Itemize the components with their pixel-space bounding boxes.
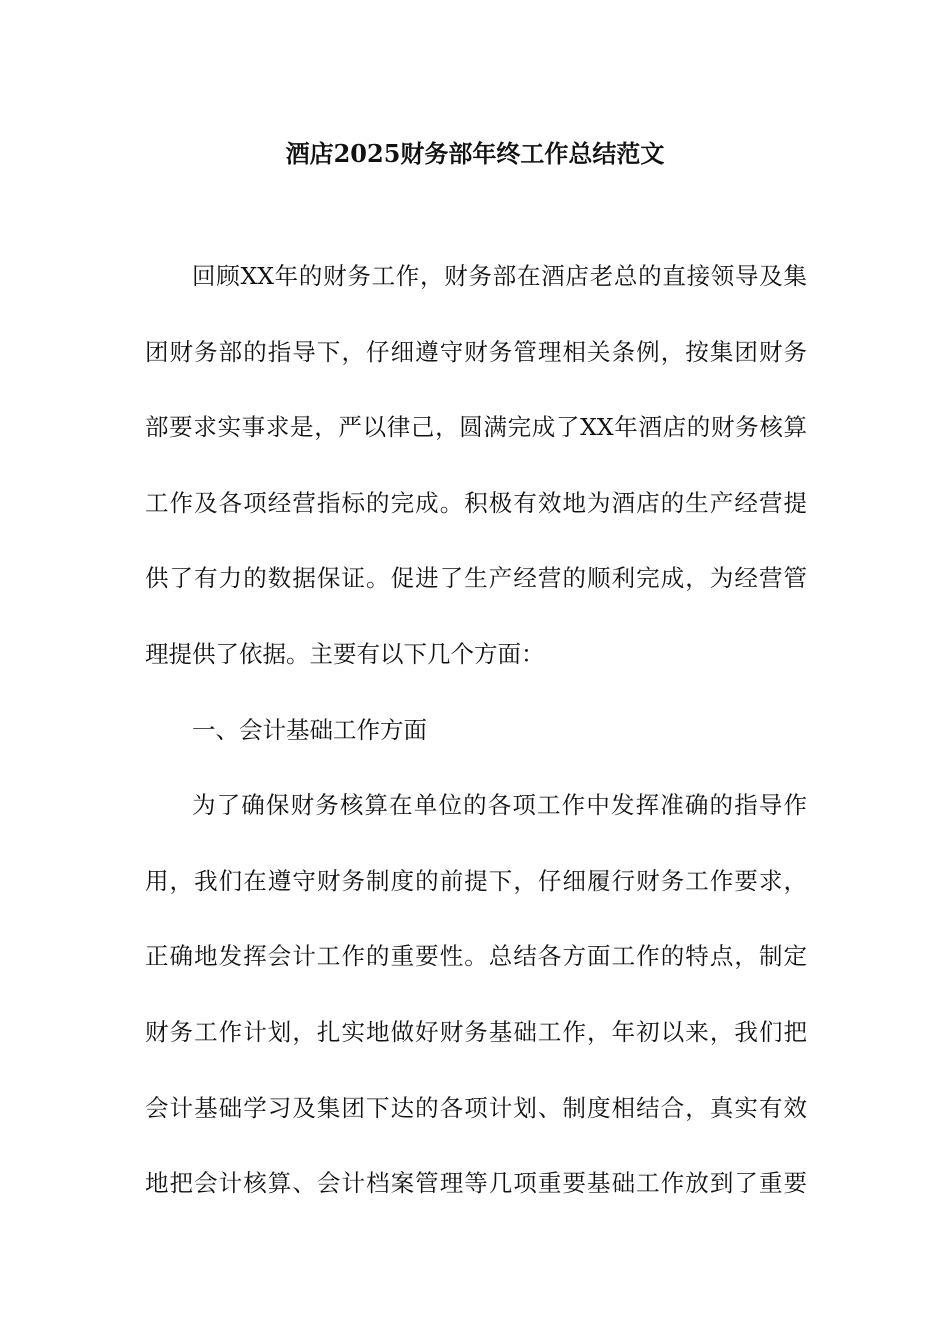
paragraph-line: 部要求实事求是，严以律己，圆满完成了XX年酒店的财务核算 [145, 413, 807, 442]
paragraph-line: 工作及各项经营指标的完成。积极有效地为酒店的生产经营提 [145, 488, 807, 517]
section-heading: 一、会计基础工作方面 [192, 715, 427, 744]
paragraph-line: 理提供了依据。主要有以下几个方面： [145, 639, 545, 668]
paragraph-line: 团财务部的指导下，仔细遵守财务管理相关条例，按集团财务 [145, 337, 807, 366]
paragraph-line: 会计基础学习及集团下达的各项计划、制度相结合，真实有效 [145, 1093, 807, 1122]
paragraph-line: 地把会计核算、会计档案管理等几项重要基础工作放到了重要 [145, 1169, 807, 1198]
paragraph-line: 财务工作计划，扎实地做好财务基础工作，年初以来，我们把 [145, 1017, 807, 1046]
paragraph-line: 为了确保财务核算在单位的各项工作中发挥准确的指导作 [192, 791, 807, 820]
paragraph-line: 供了有力的数据保证。促进了生产经营的顺利完成，为经营管 [145, 564, 807, 593]
paragraph-line: 正确地发挥会计工作的重要性。总结各方面工作的特点，制定 [145, 942, 807, 971]
paragraph-line: 回顾XX年的财务工作，财务部在酒店老总的直接领导及集 [192, 262, 807, 290]
document-body [145, 258, 807, 1241]
document-title: 酒店2025财务部年终工作总结范文 [285, 139, 665, 168]
paragraph-line: 用，我们在遵守财务制度的前提下，仔细履行财务工作要求， [145, 866, 807, 895]
